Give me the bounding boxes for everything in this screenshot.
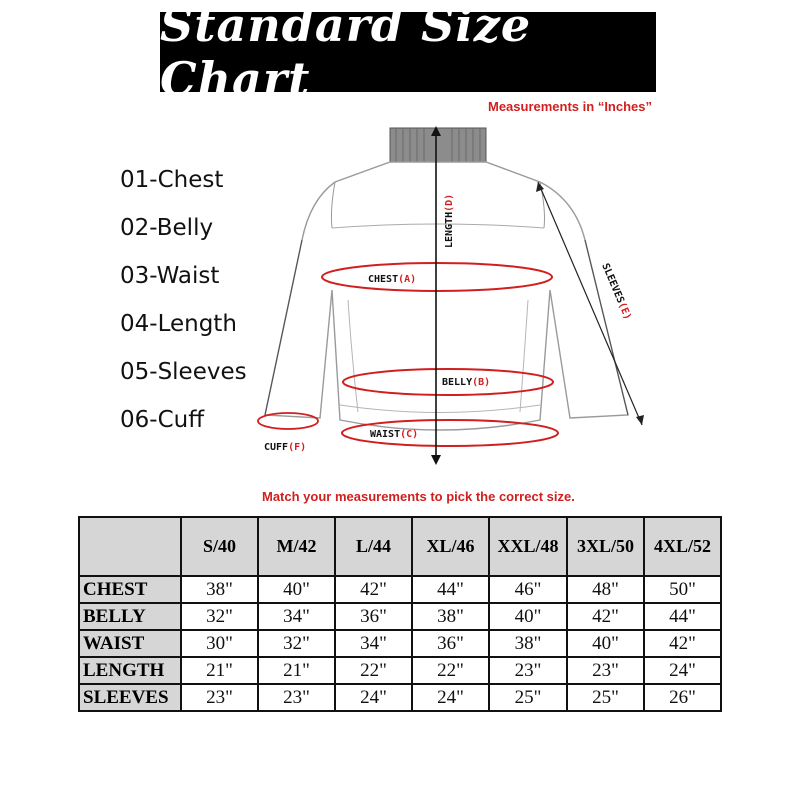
title-banner xyxy=(160,0,656,106)
measurement-item-chest: 01-Chest xyxy=(120,167,224,193)
measurement-list xyxy=(120,160,247,448)
size-header: M/42 xyxy=(258,517,335,576)
chest-label: CHEST(A) xyxy=(368,274,417,285)
row-label: CHEST xyxy=(79,576,181,603)
table-cell: 42" xyxy=(644,630,721,657)
belly-label: BELLY(B) xyxy=(442,377,491,388)
table-cell: 30" xyxy=(181,630,258,657)
jacket-diagram xyxy=(240,120,660,465)
table-cell: 38" xyxy=(489,630,567,657)
size-header: XXL/48 xyxy=(489,517,567,576)
measurement-item-cuff: 06-Cuff xyxy=(120,407,205,433)
waist-label: WAIST(C) xyxy=(370,429,419,440)
size-header: XL/46 xyxy=(412,517,489,576)
table-cell: 36" xyxy=(335,603,412,630)
table-cell: 44" xyxy=(644,603,721,630)
measurement-item-sleeves: 05-Sleeves xyxy=(120,359,247,385)
row-label: BELLY xyxy=(79,603,181,630)
row-label: SLEEVES xyxy=(79,684,181,711)
table-cell: 24" xyxy=(644,657,721,684)
table-cell: 23" xyxy=(567,657,644,684)
cuff-label: CUFF(F) xyxy=(264,442,307,453)
size-header: S/40 xyxy=(181,517,258,576)
table-cell: 26" xyxy=(644,684,721,711)
page-title: Standard Size Chart xyxy=(160,0,532,106)
table-cell: 23" xyxy=(181,684,258,711)
sleeves-label: SLEEVES(E) xyxy=(599,261,633,322)
table-cell: 21" xyxy=(258,657,335,684)
table-cell: 24" xyxy=(335,684,412,711)
table-cell: 25" xyxy=(489,684,567,711)
table-cell: 38" xyxy=(181,576,258,603)
table-cell: 32" xyxy=(181,603,258,630)
table-row xyxy=(79,630,721,657)
table-cell: 48" xyxy=(567,576,644,603)
table-row xyxy=(79,603,721,630)
table-cell: 22" xyxy=(412,657,489,684)
table-row xyxy=(79,576,721,603)
table-cell: 40" xyxy=(567,630,644,657)
size-header: 3XL/50 xyxy=(567,517,644,576)
size-table xyxy=(78,516,722,712)
table-cell: 36" xyxy=(412,630,489,657)
size-header: 4XL/52 xyxy=(644,517,721,576)
table-cell: 21" xyxy=(181,657,258,684)
table-cell: 46" xyxy=(489,576,567,603)
length-label: LENGTH(D) xyxy=(444,193,455,248)
table-corner-cell xyxy=(79,517,181,576)
table-cell: 42" xyxy=(335,576,412,603)
table-cell: 32" xyxy=(258,630,335,657)
table-cell: 40" xyxy=(258,576,335,603)
table-cell: 44" xyxy=(412,576,489,603)
row-label: WAIST xyxy=(79,630,181,657)
table-row xyxy=(79,657,721,684)
table-cell: 40" xyxy=(489,603,567,630)
table-cell: 34" xyxy=(258,603,335,630)
measurement-item-waist: 03-Waist xyxy=(120,263,220,289)
measurement-item-belly: 02-Belly xyxy=(120,215,214,241)
table-cell: 42" xyxy=(567,603,644,630)
table-cell: 34" xyxy=(335,630,412,657)
match-note: Match your measurements to pick the correct size. xyxy=(262,489,575,504)
table-row xyxy=(79,684,721,711)
table-cell: 25" xyxy=(567,684,644,711)
units-note: Measurements in “Inches” xyxy=(488,99,652,114)
table-cell: 22" xyxy=(335,657,412,684)
table-cell: 24" xyxy=(412,684,489,711)
row-label: LENGTH xyxy=(79,657,181,684)
table-cell: 50" xyxy=(644,576,721,603)
table-cell: 23" xyxy=(489,657,567,684)
table-header-row xyxy=(79,517,721,576)
size-header: L/44 xyxy=(335,517,412,576)
table-cell: 38" xyxy=(412,603,489,630)
table-cell: 23" xyxy=(258,684,335,711)
measurement-item-length: 04-Length xyxy=(120,311,237,337)
